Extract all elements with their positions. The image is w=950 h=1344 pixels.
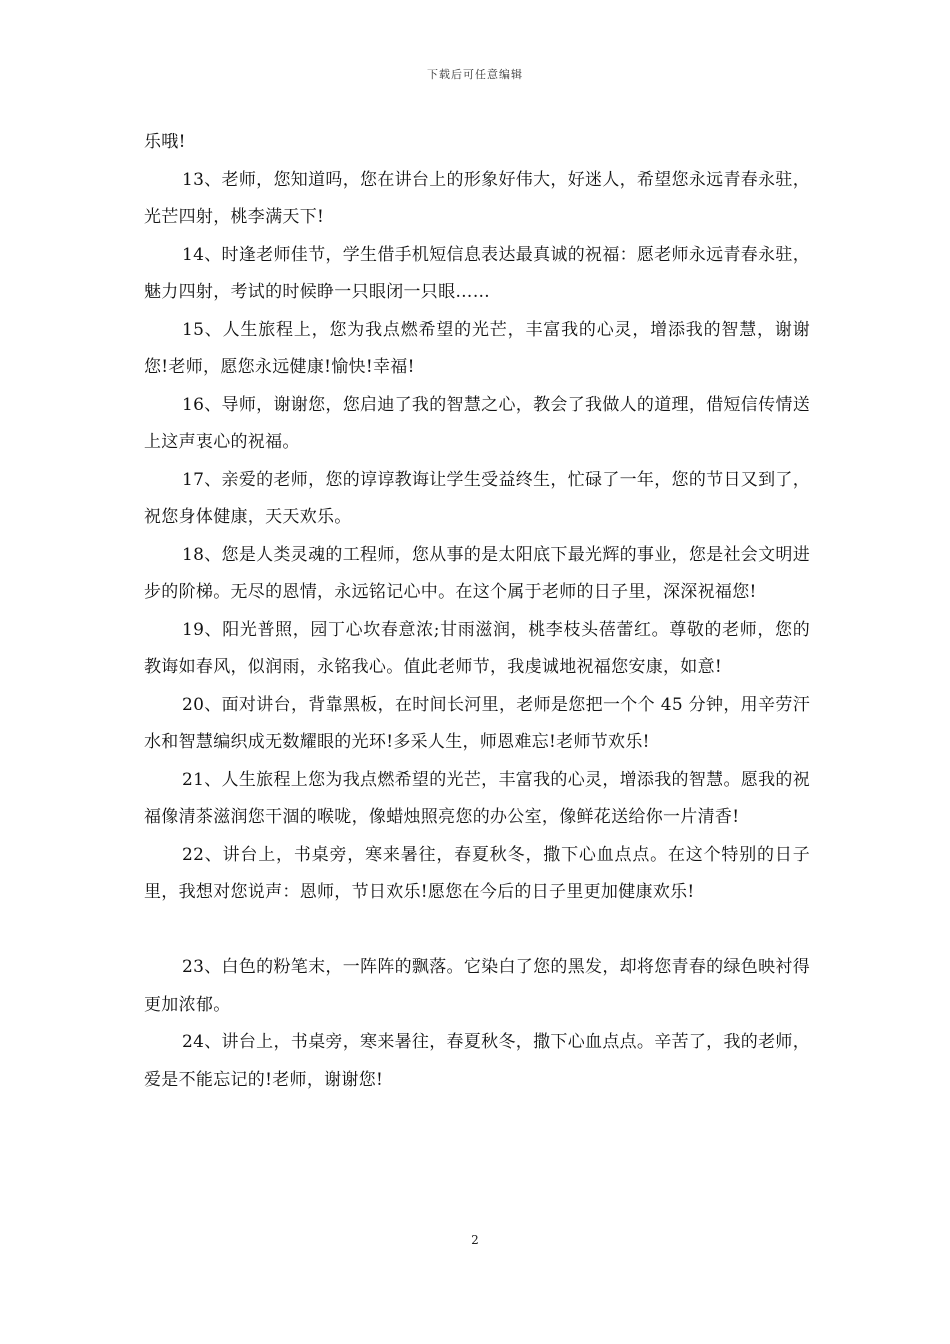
paragraph-20: 20、面对讲台，背靠黑板，在时间长河里，老师是您把一个个 45 分钟，用辛劳汗水和智慧编织成无数耀眼的光环!多采人生，师恩难忘!老师节欢乐! xyxy=(144,694,810,752)
paragraph-14: 14、时逢老师佳节，学生借手机短信息表达最真诚的祝福：愿老师永远青春永驻，魅力四射，考试的时候睁一只眼闭一只眼…… xyxy=(144,244,810,302)
paragraph-23: 23、白色的粉笔末，一阵阵的飘落。它染白了您的黑发，却将您青春的绿色映衬得更加浓郁。 xyxy=(144,957,810,1015)
page-number: 2 xyxy=(471,1233,479,1247)
paragraph-15: 15、人生旅程上，您为我点燃希望的光芒，丰富我的心灵，增添我的智慧，谢谢您!老师，愿您永远健康!愉快!幸福! xyxy=(144,319,810,377)
document-body xyxy=(144,124,810,1099)
paragraph-13: 13、老师，您知道吗，您在讲台上的形象好伟大，好迷人，希望您永远青春永驻，光芒四射，桃李满天下! xyxy=(144,169,810,227)
paragraph-24: 24、讲台上，书桌旁，寒来暑往，春夏秋冬，撒下心血点点。辛苦了，我的老师，爱是不能忘记的!老师，谢谢您! xyxy=(144,1032,810,1090)
paragraph-19: 19、阳光普照，园丁心坎春意浓;甘雨滋润，桃李枝头蓓蕾红。尊敬的老师，您的教诲如春风，似润雨，永铭我心。值此老师节，我虔诚地祝福您安康，如意! xyxy=(144,619,810,677)
page-header: 下载后可任意编辑 xyxy=(427,68,523,81)
paragraph-17: 17、亲爱的老师，您的谆谆教诲让学生受益终生，忙碌了一年，您的节日又到了，祝您身体健康，天天欢乐。 xyxy=(144,469,810,527)
paragraph-21: 21、人生旅程上您为我点燃希望的光芒，丰富我的心灵，增添我的智慧。愿我的祝福像清茶滋润您干涸的喉咙，像蜡烛照亮您的办公室，像鲜花送给你一片清香! xyxy=(144,769,810,827)
paragraph-22: 22、讲台上，书桌旁，寒来暑往，春夏秋冬，撒下心血点点。在这个特别的日子里，我想对您说声：恩师，节日欢乐!愿您在今后的日子里更加健康欢乐! xyxy=(144,844,810,902)
paragraph-continuation: 乐哦! xyxy=(144,132,186,152)
blank-line xyxy=(144,912,810,950)
paragraph-18: 18、您是人类灵魂的工程师，您从事的是太阳底下最光辉的事业，您是社会文明进步的阶梯。无尽的恩情，永远铭记心中。在这个属于老师的日子里，深深祝福您! xyxy=(144,544,810,602)
paragraph-16: 16、导师，谢谢您，您启迪了我的智慧之心，教会了我做人的道理，借短信传情送上这声衷心的祝福。 xyxy=(144,394,810,452)
